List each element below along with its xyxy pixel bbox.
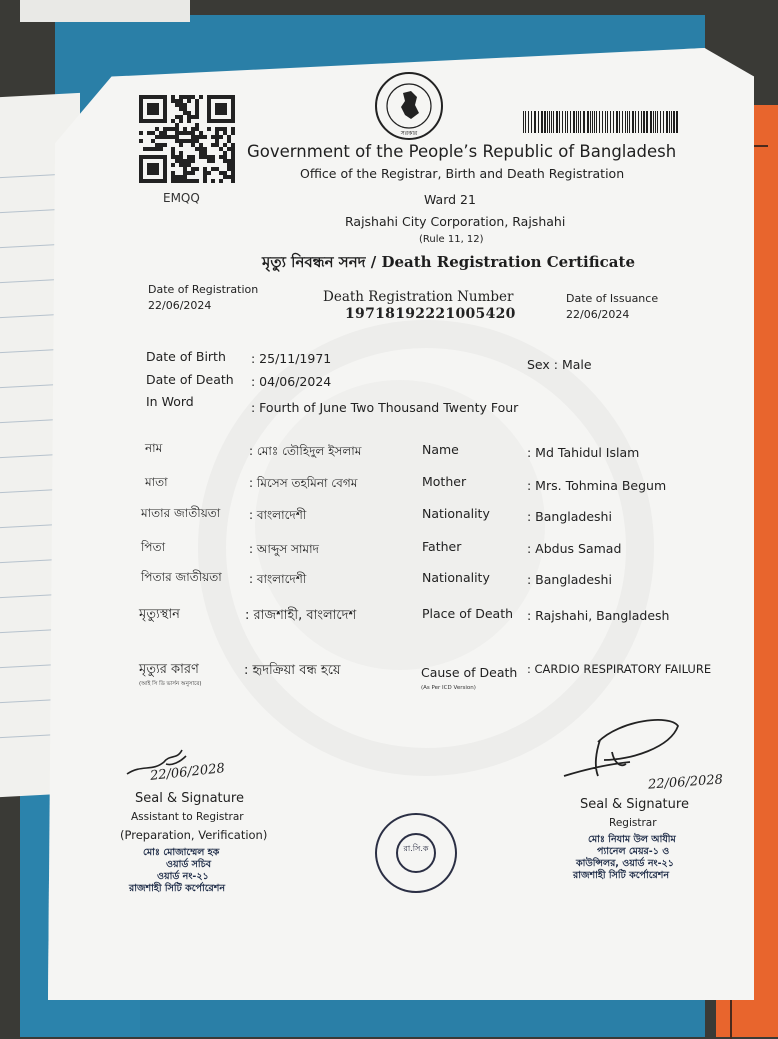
- left-bn-line3: ওয়ার্ড নং-২১: [157, 871, 209, 882]
- registration-number-value: 19718192221005420: [345, 306, 516, 322]
- ward-title: Ward 21: [424, 192, 476, 207]
- left-role2: (Preparation, Verification): [120, 828, 268, 842]
- bn-mother-nationality-value: : বাংলাদেশী: [249, 508, 307, 522]
- bn-place-of-death-value: : রাজশাহী, বাংলাদেশ: [245, 608, 357, 623]
- cause-of-death-label: Cause of Death: [421, 665, 518, 680]
- bn-father-value: : আব্দুস সামাদ: [249, 542, 319, 556]
- father-nationality-label: Nationality: [422, 570, 490, 585]
- top-card: [20, 0, 190, 22]
- date-of-registration-label: Date of Registration: [148, 283, 259, 296]
- right-handwritten-date: 22/06/2028: [647, 772, 724, 793]
- bn-name-value: : মোঃ তৌহিদুল ইসলাম: [249, 444, 362, 458]
- left-seal-signature: Seal & Signature: [135, 791, 244, 806]
- government-emblem-icon: [373, 71, 445, 141]
- father-nationality-value: : Bangladeshi: [527, 572, 612, 587]
- barcode-icon: [523, 111, 681, 133]
- name-label: Name: [422, 442, 459, 457]
- inword-value: : Fourth of June Two Thousand Twenty Four: [251, 400, 519, 415]
- bn-mother-nationality-label: মাতার জাতীয়তা: [141, 506, 221, 520]
- right-bn-line2: প্যানেল মেয়র-১ ও: [597, 846, 670, 857]
- left-role: Assistant to Registrar: [131, 811, 244, 823]
- emblem-text: সরকার: [400, 130, 418, 137]
- official-seal-icon: [375, 813, 457, 893]
- left-bn-line4: রাজশাহী সিটি কর্পোরেশন: [129, 883, 226, 894]
- certificate-title: মৃত্যু নিবন্ধন সনদ / Death Registration Certificate: [262, 253, 635, 271]
- place-of-death-value: : Rajshahi, Bangladesh: [527, 608, 670, 623]
- sex-value: Sex : Male: [527, 357, 592, 372]
- left-bn-line1: মোঃ মোজাম্মেল হক: [143, 847, 220, 858]
- father-label: Father: [422, 539, 462, 554]
- mother-label: Mother: [422, 474, 467, 489]
- office-title: Office of the Registrar, Birth and Death Registration: [300, 166, 625, 181]
- right-bn-line1: মোঃ নিযাম উল আযীম: [588, 834, 676, 845]
- rule-text: (Rule 11, 12): [419, 234, 484, 245]
- bn-cause-of-death-label: মৃত্যুর কারণ: [139, 662, 199, 677]
- inword-label: In Word: [146, 394, 194, 409]
- date-of-issuance-label: Date of Issuance: [566, 292, 659, 305]
- bn-cause-note: (আই সি ডি ভার্সন অনুসারে): [139, 681, 202, 687]
- date-of-registration-value: 22/06/2024: [148, 299, 212, 312]
- left-bn-line2: ওয়ার্ড সচিব: [166, 859, 212, 870]
- mother-nationality-label: Nationality: [422, 506, 490, 521]
- dod-value: : 04/06/2024: [251, 374, 332, 389]
- date-of-issuance-value: 22/06/2024: [566, 308, 630, 321]
- registration-number-label: Death Registration Number: [323, 289, 514, 305]
- mother-nationality-value: : Bangladeshi: [527, 509, 612, 524]
- city-title: Rajshahi City Corporation, Rajshahi: [345, 214, 566, 229]
- dob-value: : 25/11/1971: [251, 351, 332, 366]
- seal-center-text: রা.সি.ক: [403, 844, 429, 853]
- qr-code-label: EMQQ: [163, 191, 200, 205]
- bn-mother-label: মাতা: [145, 475, 168, 489]
- cause-note: (As Per ICD Version): [421, 685, 476, 691]
- bn-father-nationality-value: : বাংলাদেশী: [249, 572, 307, 586]
- left-handwritten-date: 22/06/2028: [149, 761, 226, 784]
- qr-code-icon: [139, 95, 235, 183]
- right-signature-icon: [560, 712, 685, 782]
- right-bn-line3: কাউন্সিলর, ওয়ার্ড নং-২১: [576, 858, 674, 869]
- bn-father-label: পিতা: [141, 540, 166, 554]
- place-of-death-label: Place of Death: [422, 606, 514, 621]
- dob-label: Date of Birth: [146, 349, 226, 364]
- cause-of-death-value: : CARDIO RESPIRATORY FAILURE: [527, 662, 712, 676]
- government-title: Government of the People’s Republic of Bangladesh: [247, 142, 677, 161]
- bn-place-of-death-label: মৃত্যুস্থান: [139, 607, 180, 622]
- bn-cause-of-death-value: : হৃদক্রিয়া বন্ধ হয়ে: [244, 663, 341, 678]
- right-seal-signature: Seal & Signature: [580, 797, 689, 812]
- right-bn-line4: রাজশাহী সিটি কর্পোরেশন: [573, 870, 670, 881]
- right-role: Registrar: [609, 817, 657, 829]
- bn-name-label: নাম: [145, 441, 163, 455]
- mother-value: : Mrs. Tohmina Begum: [527, 478, 667, 493]
- bn-father-nationality-label: পিতার জাতীয়তা: [141, 570, 222, 584]
- dod-label: Date of Death: [146, 372, 234, 387]
- bn-mother-value: : মিসেস তহমিনা বেগম: [249, 476, 358, 490]
- name-value: : Md Tahidul Islam: [527, 445, 640, 460]
- father-value: : Abdus Samad: [527, 541, 622, 556]
